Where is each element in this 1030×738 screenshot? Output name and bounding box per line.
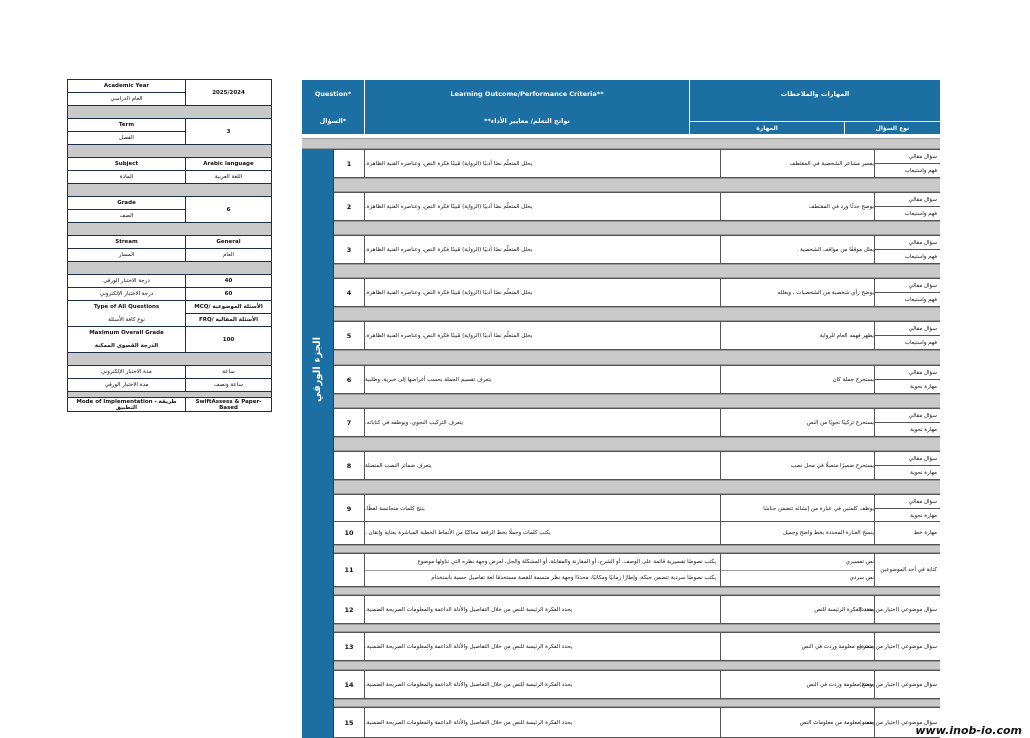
- learning-outcome: يتعرف التركيب النحوي، ويوظفه في كتاباته.: [365, 409, 721, 436]
- question-type-cell: [875, 150, 940, 177]
- info-row-stream: [68, 236, 271, 262]
- skill: يوضح رأي شخصية من الشخصيات ، ويعلله: [721, 279, 875, 306]
- stream-label: Stream: [68, 236, 185, 249]
- row-separator-band: [334, 221, 940, 235]
- question-row: [334, 451, 940, 480]
- question-types-label-ar: نوع كافة الأسئلة: [108, 316, 145, 323]
- question-types-label: Type of All Questions: [93, 304, 160, 311]
- question-type-cell: [875, 193, 940, 220]
- info-row-paper-mark: [68, 275, 271, 288]
- learning-outcome-cell: [365, 554, 721, 586]
- skill: ينسخ العبارة المحددة بخط واضح وجميل: [721, 522, 875, 544]
- question-number: 2: [334, 193, 365, 220]
- learning-outcome: يحدد الفكرة الرئيسة للنص من خلال التفاصيل والأدلة الداعمة والمعلومات الصريحة الضمنية.: [365, 633, 721, 660]
- info-row-question-types: [68, 301, 271, 327]
- row-separator-band: [334, 394, 940, 408]
- learning-outcome: يتعرف تقسيم الجملة بحسب أغراضها إلى خبرية، وطلبية: [365, 366, 721, 393]
- site-watermark: www.inob-io.com: [915, 724, 1022, 737]
- question-number: 6: [334, 366, 365, 393]
- mode-value: SwiftAssess & Paper-Based: [195, 399, 262, 411]
- info-row-academic-year: [68, 80, 271, 106]
- max-grade-label-ar: الدرجة القصوى الممكنة: [94, 342, 159, 349]
- electronic-mark-label: درجة الاختبار الإلكتروني: [99, 291, 154, 297]
- question-number: 9: [334, 495, 365, 522]
- question-type-cell: [875, 452, 940, 479]
- learning-outcome: يكتب نصوصًا سردية تتضمن حبكة، وإطارًا زمانيًا ومكانيًا، محددًا وجهة نظر متسمة للقصة مستخدمًا لغة تفاصيل حسية باستخدام: [431, 575, 716, 582]
- question-type: سؤال موضوعي (اختيار من متعدد): [859, 643, 937, 650]
- grade-value: 6: [226, 206, 231, 213]
- question-type: سؤال مقالي: [875, 366, 940, 380]
- question-type-cell: [859, 633, 940, 660]
- question-row: [334, 365, 940, 394]
- grade-label: Grade: [68, 197, 185, 210]
- question-number: 10: [334, 522, 365, 544]
- question-type-cell: [875, 495, 940, 522]
- question-type: سؤال مقالي: [875, 236, 940, 250]
- row-separator-band: [334, 264, 940, 278]
- learning-outcome: يحدد الفكرة الرئيسة للنص من خلال التفاصيل والأدلة الداعمة والمعلومات الصريحة الضمنية.: [365, 708, 721, 737]
- skill: يستخرج جملة كان: [721, 366, 875, 393]
- info-spacer: [68, 106, 271, 119]
- info-row-max-grade: [68, 327, 271, 353]
- paper-mark-label: درجة الاختبار الورقي: [103, 278, 150, 284]
- skill: يحدد الفكرة الرئيسة للنص: [721, 596, 875, 623]
- skill: يظهر فهمه العام للرواية: [721, 322, 875, 349]
- info-spacer: [68, 184, 271, 197]
- learning-outcome: يحدد الفكرة الرئيسة للنص من خلال التفاصيل والأدلة الداعمة والمعلومات الصريحة الضمنية.: [365, 596, 721, 623]
- skill: يوضح معلومة وردت في النص: [721, 671, 875, 698]
- learning-outcome: يحلل المتعلّم نصًا أدبيًا (الرواية) مُبينًا فكرة النص، وعناصره الفنية الظاهرة.: [365, 193, 721, 220]
- question-number: 3: [334, 236, 365, 263]
- question-type-cell: [875, 322, 940, 349]
- row-separator-band: [334, 178, 940, 192]
- question-row: [334, 278, 940, 307]
- header-skill: المهارة: [690, 121, 845, 134]
- row-separator-band: [334, 437, 940, 451]
- question-type: فهم واستيعاب: [904, 167, 937, 174]
- row-separator-band: [334, 699, 940, 707]
- question-type-cell: [875, 279, 940, 306]
- question-type: سؤال مقالي: [875, 193, 940, 207]
- question-number: 11: [334, 554, 365, 586]
- question-row: [334, 149, 940, 178]
- info-spacer: [68, 223, 271, 236]
- row-separator-band: [334, 545, 940, 553]
- subject-value: Arabic language: [186, 158, 271, 171]
- question-type: كتابة في أحد الموضوعين: [880, 567, 937, 573]
- info-row-subject: [68, 158, 271, 184]
- question-row: [334, 707, 940, 738]
- max-grade-label: Maximum Overall Grade: [89, 330, 164, 337]
- row-separator-band: [334, 350, 940, 365]
- question-type: مهارة خط: [913, 530, 937, 536]
- academic-year-label-ar: العام الدراسي: [110, 96, 143, 102]
- skill: نص تفسيري: [721, 554, 874, 571]
- question-type-cell: [875, 236, 940, 263]
- stream-value-ar: العام: [223, 252, 234, 258]
- question-row: [334, 521, 940, 545]
- question-type: سؤال مقالي: [875, 495, 940, 509]
- question-row: [334, 321, 940, 350]
- subject-label: Subject: [68, 158, 185, 171]
- question-row: [334, 670, 940, 699]
- question-type: فهم واستيعاب: [904, 339, 937, 346]
- row-separator-band: [334, 624, 940, 632]
- info-row-grade: [68, 197, 271, 223]
- paper-part-label: الجزء الورقي: [312, 336, 324, 402]
- question-row: [334, 235, 940, 264]
- question-type: مهارة نحوية: [910, 512, 937, 519]
- question-type: سؤال مقالي: [875, 150, 940, 164]
- learning-outcome: ينتج كلمات متجانسة لفظًا.: [365, 495, 721, 522]
- stream-value: General: [186, 236, 271, 249]
- max-grade-value: 100: [222, 336, 235, 343]
- electronic-duration-value: ساعة: [222, 369, 235, 375]
- learning-outcome: يحلل المتعلّم نصًا أدبيًا (الرواية) مُبينًا فكرة النص، وعناصره الفنية الظاهرة.: [365, 150, 721, 177]
- question-row: [334, 632, 940, 661]
- skill: يعلل موقفًا من مواقف الشخصية .: [721, 236, 875, 263]
- term-label-ar: الفصل: [119, 135, 134, 141]
- question-type: سؤال مقالي: [875, 322, 940, 336]
- learning-outcome: يحلل المتعلّم نصًا أدبيًا (الرواية) مُبينًا فكرة النص، وعناصره الفنية الظاهرة.: [365, 279, 721, 306]
- question-type-cell: [875, 409, 940, 436]
- question-type-cell: [875, 554, 940, 586]
- skill-cell: [721, 554, 875, 586]
- electronic-mark-value: 60: [224, 291, 233, 297]
- header-learning-outcome: Learning Outcome/Performance Criteria**: [365, 80, 690, 107]
- info-row-mode: [68, 398, 271, 411]
- question-type: سؤال موضوعي (اختيار من متعدد): [859, 681, 937, 688]
- mode-label: Mode of Implementation - طريقة التطبيق: [76, 399, 177, 411]
- skill: يفسر مشاعر الشخصية في المقتطف: [721, 150, 875, 177]
- question-type: سؤال مقالي: [875, 409, 940, 423]
- paper-duration-label: مدة الاختبار الورقي: [104, 382, 149, 388]
- grade-label-ar: الصف: [119, 213, 134, 219]
- row-separator-band: [334, 480, 940, 494]
- question-type-cell: [859, 596, 940, 623]
- exam-info-table: [67, 79, 272, 412]
- question-number: 15: [334, 708, 365, 737]
- question-type-cell: [859, 671, 940, 698]
- header-skills-notes: المهارات والملاحظات: [780, 89, 850, 98]
- question-number: 1: [334, 150, 365, 177]
- question-type: مهارة نحوية: [910, 469, 937, 476]
- subject-label-ar: المادة: [119, 174, 134, 180]
- question-number: 14: [334, 671, 365, 698]
- question-types-value-2: FRQ/ الأسئلة المقالية: [198, 317, 259, 323]
- row-separator-band: [334, 587, 940, 595]
- question-type: سؤال مقالي: [875, 279, 940, 293]
- header-learning-outcome-ar: **نواتج التعلم/ معايير الأداء: [365, 107, 690, 134]
- info-spacer: [68, 262, 271, 275]
- learning-outcome: يحلل المتعلّم نصًا أدبيًا (الرواية) مُبينًا فكرة النص، وعناصره الفنية الظاهرة.: [365, 322, 721, 349]
- skill: يسترجع معلومة وردت في النص: [721, 633, 875, 660]
- info-spacer: [68, 145, 271, 158]
- info-row-paper-duration: [68, 379, 271, 392]
- questions-table: [302, 80, 940, 738]
- question-number: 13: [334, 633, 365, 660]
- paper-mark-value: 40: [224, 278, 233, 284]
- header-question-type: نوع السؤال: [845, 121, 940, 134]
- info-row-electronic-duration: [68, 366, 271, 379]
- question-type: مهارة نحوية: [910, 383, 937, 390]
- skill: يوظف كلمتين في عبارة من إنشائه تتضمن جناسًا: [721, 495, 875, 522]
- question-number: 5: [334, 322, 365, 349]
- term-label: Term: [68, 119, 185, 132]
- question-row: [334, 553, 940, 587]
- learning-outcome: يكتب نصوصًا تفسيرية قائمة على الوصف، أو الشرح، أو المقارنة والمقابلة، أو المشكلة والحل، لعرض وجهة نظره التي تناولها موضوع: [365, 554, 720, 571]
- question-type: فهم واستيعاب: [904, 253, 937, 260]
- stream-label-ar: المسار: [118, 252, 135, 258]
- skill: يستخرج تركيبًا نحويًا من النص: [721, 409, 875, 436]
- info-row-term: [68, 119, 271, 145]
- question-row: [334, 494, 940, 523]
- question-types-value-1: MCQ/ الأسئلة الموضوعية: [186, 301, 271, 314]
- academic-year-label: Academic Year: [68, 80, 185, 93]
- question-number: 4: [334, 279, 365, 306]
- question-row: [334, 595, 940, 624]
- header-question: Question*: [302, 80, 365, 107]
- skill: يستخرج ضميرًا متصلًا في محل نصب: [721, 452, 875, 479]
- info-row-electronic-mark: [68, 288, 271, 301]
- section-band: [302, 138, 940, 149]
- question-row: [334, 408, 940, 437]
- learning-outcome: يحدد الفكرة الرئيسة للنص من خلال التفاصيل والأدلة الداعمة والمعلومات الصريحة الضمنية.: [365, 671, 721, 698]
- learning-outcome: يحلل المتعلّم نصًا أدبيًا (الرواية) مُبينًا فكرة النص، وعناصره الفنية الظاهرة.: [365, 236, 721, 263]
- subject-value-ar: اللغة العربية: [214, 174, 243, 180]
- question-number: 7: [334, 409, 365, 436]
- learning-outcome: يتعرف ضمائر النصب المتصلة: [365, 452, 721, 479]
- question-number: 8: [334, 452, 365, 479]
- header-question-ar: السؤال*: [302, 107, 365, 134]
- question-type: سؤال مقالي: [875, 452, 940, 466]
- term-value: 3: [226, 128, 231, 135]
- academic-year-value: 2025/2024: [212, 89, 245, 96]
- electronic-duration-label: مدة الاختبار الإلكتروني: [101, 369, 152, 375]
- question-type: مهارة نحوية: [910, 426, 937, 433]
- question-type: فهم واستيعاب: [904, 296, 937, 303]
- table-header-en: [302, 80, 940, 107]
- skill: يوضح حدثًا ورد في المقتطف: [721, 193, 875, 220]
- question-type-cell: [875, 366, 940, 393]
- question-type: سؤال موضوعي (اختيار من متعدد): [859, 719, 937, 726]
- paper-duration-value: ساعة ونصف: [214, 382, 243, 388]
- skill: نص سردي: [849, 575, 874, 582]
- question-type: سؤال موضوعي (اختيار من متعدد): [859, 606, 937, 613]
- question-type-cell: [875, 522, 940, 544]
- question-row: [334, 192, 940, 221]
- row-separator-band: [334, 661, 940, 670]
- info-spacer: [68, 353, 271, 366]
- row-separator-band: [334, 307, 940, 321]
- skill: يفسر معلومة من معلومات النص: [721, 708, 875, 737]
- electronic-part-column: [302, 589, 334, 738]
- question-number: 12: [334, 596, 365, 623]
- question-type: فهم واستيعاب: [904, 210, 937, 217]
- learning-outcome: يكتب كلمات وجملًا بخط الرقعة محاكيًا من الأنماط الخطية المباشرة بعناية وإتقان .: [365, 522, 721, 544]
